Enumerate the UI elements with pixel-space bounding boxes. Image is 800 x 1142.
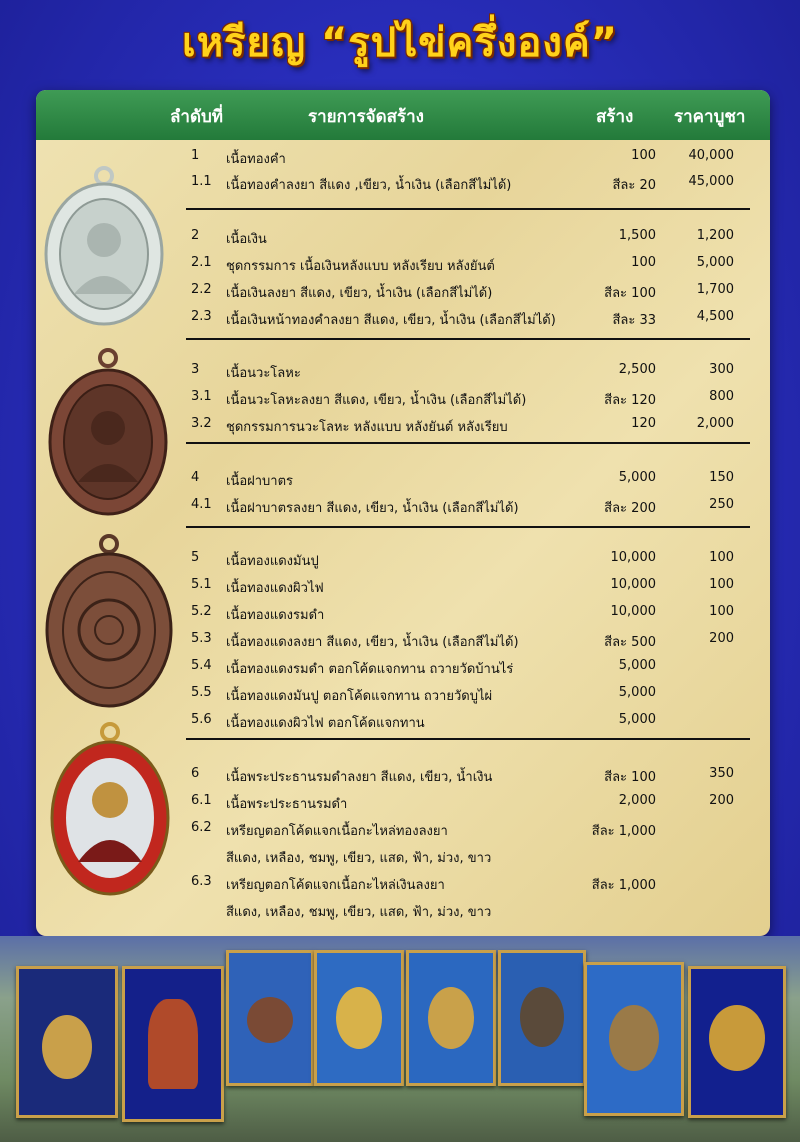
- row-quantity: สีละ 100: [604, 286, 656, 301]
- row-price: 45,000: [688, 174, 734, 189]
- row-item: เนื้อนวะโลหะ: [226, 366, 301, 381]
- row-item: เนื้อฝาบาตร: [226, 474, 294, 489]
- row-item: เนื้อทองแดงผิวไฟ ตอกโค้ดแจกทาน: [226, 716, 425, 731]
- row-number: 4.1: [191, 497, 212, 512]
- row-item: เนื้อทองแดงลงยา สีแดง, เขียว, น้ำเงิน (เลือกสีไม่ได้): [226, 635, 519, 650]
- row-number: 5.5: [191, 685, 212, 700]
- row-item: สีแดง, เหลือง, ชมพู, เขียว, แสด, ฟ้า, ม่วง, ขาว: [226, 905, 492, 920]
- row-number: 5.2: [191, 604, 212, 619]
- frame-picture: [498, 950, 586, 1086]
- row-number: 5.1: [191, 577, 212, 592]
- row-price: 200: [709, 793, 734, 808]
- row-item: เหรียญตอกโค้ดแจกเนื้อกะไหล่ทองลงยา: [226, 824, 448, 839]
- navaloha-medal-icon: [46, 348, 170, 518]
- row-item: เนื้อทองแดงผิวไฟ: [226, 581, 324, 596]
- row-item: เนื้อทองคำ: [226, 152, 286, 167]
- row-quantity: สีละ 1,000: [591, 878, 656, 893]
- frame-picture: [314, 950, 404, 1086]
- row-number: 2.2: [191, 282, 212, 297]
- framed-amulet-gallery: [0, 936, 800, 1142]
- header-col-qty: สร้าง: [596, 107, 634, 127]
- row-number: 5.3: [191, 631, 212, 646]
- row-item: เนื้อทองแดงมันปู: [226, 554, 319, 569]
- row-number: 4: [191, 470, 200, 485]
- header-col-no: ลำดับที่: [170, 107, 224, 127]
- row-quantity: สีละ 20: [612, 178, 656, 193]
- row-price: 4,500: [696, 309, 734, 324]
- row-number: 5.6: [191, 712, 212, 727]
- row-price: 250: [709, 497, 734, 512]
- header-col-item: รายการจัดสร้าง: [308, 107, 424, 127]
- row-quantity: 1,500: [618, 228, 656, 243]
- row-number: 2: [191, 228, 200, 243]
- row-quantity: 5,000: [618, 658, 656, 673]
- section-divider: [186, 442, 750, 444]
- row-quantity: สีละ 120: [604, 393, 656, 408]
- row-price: 100: [709, 550, 734, 565]
- row-number: 1.1: [191, 174, 212, 189]
- row-price: 300: [709, 362, 734, 377]
- row-number: 5.4: [191, 658, 212, 673]
- frame-picture: [688, 966, 786, 1118]
- section-divider: [186, 738, 750, 740]
- row-item: เนื้อฝาบาตรลงยา สีแดง, เขียว, น้ำเงิน (เลือกสีไม่ได้): [226, 501, 519, 516]
- row-quantity: 10,000: [610, 577, 656, 592]
- row-item: เหรียญตอกโค้ดแจกเนื้อกะไหล่เงินลงยา: [226, 878, 445, 893]
- row-price: 800: [709, 389, 734, 404]
- row-quantity: 100: [631, 255, 656, 270]
- row-item: เนื้อพระประธานรมดำ: [226, 797, 348, 812]
- frame-picture: [122, 966, 224, 1122]
- row-quantity: สีละ 200: [604, 501, 656, 516]
- row-number: 6.3: [191, 874, 212, 889]
- row-item: เนื้อเงินหน้าทองคำลงยา สีแดง, เขียว, น้ำเงิน (เลือกสีไม่ได้): [226, 313, 556, 328]
- frame-picture: [226, 950, 314, 1086]
- row-quantity: 100: [631, 148, 656, 163]
- row-price: 100: [709, 604, 734, 619]
- row-item: เนื้อเงิน: [226, 232, 267, 247]
- row-item: เนื้อทองแดงรมดำ: [226, 608, 325, 623]
- row-quantity: สีละ 500: [604, 635, 656, 650]
- row-quantity: สีละ 33: [612, 313, 656, 328]
- row-quantity: 10,000: [610, 604, 656, 619]
- row-quantity: 120: [631, 416, 656, 431]
- section-divider: [186, 338, 750, 340]
- row-number: 5: [191, 550, 200, 565]
- row-quantity: 2,500: [618, 362, 656, 377]
- row-price: 350: [709, 766, 734, 781]
- row-number: 6.1: [191, 793, 212, 808]
- row-number: 3.2: [191, 416, 212, 431]
- row-price: 100: [709, 577, 734, 592]
- row-number: 3.1: [191, 389, 212, 404]
- row-price: 2,000: [696, 416, 734, 431]
- row-item: สีแดง, เหลือง, ชมพู, เขียว, แสด, ฟ้า, ม่วง, ขาว: [226, 851, 492, 866]
- row-number: 6: [191, 766, 200, 781]
- row-price: 150: [709, 470, 734, 485]
- row-item: เนื้อนวะโลหะลงยา สีแดง, เขียว, น้ำเงิน (เลือกสีไม่ได้): [226, 393, 527, 408]
- row-item: เนื้อทองแดงรมดำ ตอกโค้ดแจกทาน ถวายวัดบ้านไร่: [226, 662, 514, 677]
- bronze-medal-icon: [44, 534, 174, 710]
- row-quantity: สีละ 1,000: [591, 824, 656, 839]
- row-number: 2.1: [191, 255, 212, 270]
- row-item: เนื้อทองแดงมันปู ตอกโค้ดแจกทาน ถวายวัดบูไผ่: [226, 689, 493, 704]
- row-quantity: สีละ 100: [604, 770, 656, 785]
- row-quantity: 5,000: [618, 685, 656, 700]
- table-row: [36, 901, 770, 925]
- section-divider: [186, 208, 750, 210]
- frame-picture: [16, 966, 118, 1118]
- price-table-panel: [36, 90, 770, 936]
- row-item: เนื้อพระประธานรมดำลงยา สีแดง, เขียว, น้ำเงิน: [226, 770, 493, 785]
- row-number: 6.2: [191, 820, 212, 835]
- enamel-medal-icon: [48, 722, 172, 898]
- row-quantity: 5,000: [618, 470, 656, 485]
- row-item: เนื้อเงินลงยา สีแดง, เขียว, น้ำเงิน (เลือกสีไม่ได้): [226, 286, 493, 301]
- row-price: 1,200: [696, 228, 734, 243]
- section-divider: [186, 526, 750, 528]
- row-item: เนื้อทองคำลงยา สีแดง ,เขียว, น้ำเงิน (เลือกสีไม่ได้): [226, 178, 512, 193]
- frame-picture: [584, 962, 684, 1116]
- row-price: 200: [709, 631, 734, 646]
- row-price: 5,000: [696, 255, 734, 270]
- page-title: เหรียญ “รูปไข่ครึ่งองค์”: [182, 20, 618, 66]
- row-item: ชุดกรรมการ เนื้อเงินหลังแบบ หลังเรียบ หลังยันต์: [226, 259, 495, 274]
- row-quantity: 2,000: [618, 793, 656, 808]
- row-item: ชุดกรรมการนวะโลหะ หลังแบบ หลังยันต์ หลังเรียบ: [226, 420, 508, 435]
- row-number: 2.3: [191, 309, 212, 324]
- row-price: 1,700: [696, 282, 734, 297]
- row-price: 40,000: [688, 148, 734, 163]
- row-quantity: 5,000: [618, 712, 656, 727]
- row-quantity: 10,000: [610, 550, 656, 565]
- silver-medal-icon: [42, 166, 166, 326]
- header-col-price: ราคาบูชา: [674, 107, 746, 127]
- row-number: 1: [191, 148, 200, 163]
- row-number: 3: [191, 362, 200, 377]
- frame-picture: [406, 950, 496, 1086]
